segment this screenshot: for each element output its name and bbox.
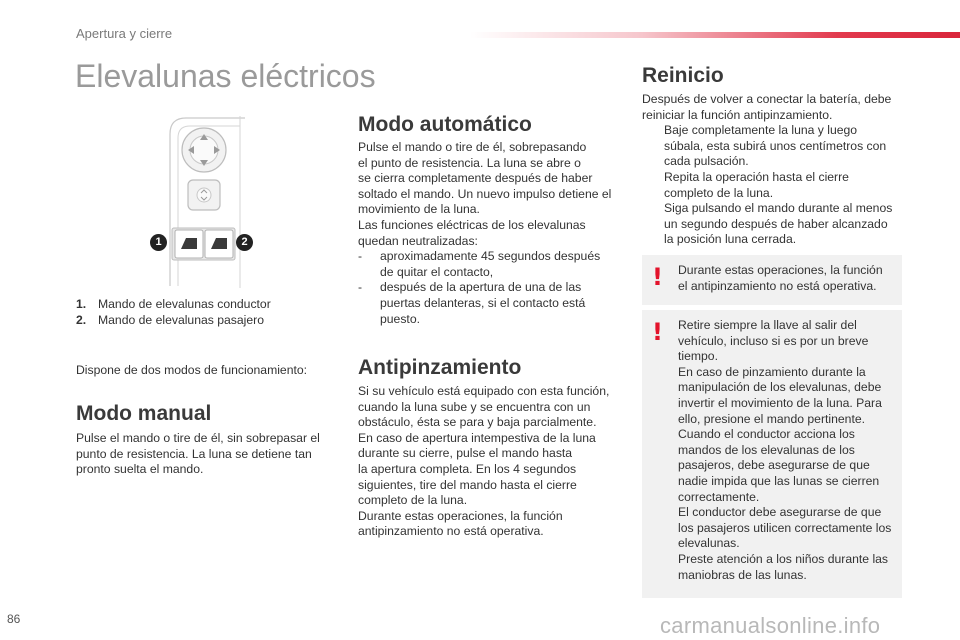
text-line: Repita la operación hasta el cierre [664,169,849,184]
auto-mode-conditions [358,249,623,327]
reset-title: Reinicio [642,64,724,87]
text-line: cada pulsación. [664,154,749,169]
text-line: punto de resistencia. La luna se detiene tan [76,446,312,461]
legend-item [76,312,271,328]
text-line: Pulse el mando o tire de él, sin sobrepasar el [76,431,320,445]
text-line: un segundo después de haber alcanzado [664,216,888,231]
text-line: puertas delanteras, si el contacto está [380,295,586,310]
callout-1: 1 [150,234,167,251]
intro-text: Dispone de dos modos de funcionamiento: [76,363,308,377]
exclamation-icon: ! [652,263,663,291]
text-line: pronto suelta el mando. [76,462,204,477]
text-line: de quitar el contacto, [380,264,494,279]
exclamation-icon: ! [652,318,663,346]
manual-mode-title: Modo manual [76,402,212,425]
text-line: el punto de resistencia. La luna se abre o [358,155,581,170]
page-title: Elevalunas eléctricos [75,58,376,94]
text-line: maniobras de las lunas. [678,567,807,582]
text-line: Retire siempre la llave al salir del [678,318,857,332]
text-line: quedan neutralizadas: [358,233,478,248]
list-item [642,201,912,248]
text-line: puesto. [380,311,420,326]
dash-bullet: - [358,249,363,264]
text-line: elevalunas. [678,536,740,551]
window-switch-illustration [150,116,255,288]
reset-steps [642,123,912,248]
text-line: invertir el movimiento de la luna. Para [678,395,882,410]
list-item [358,249,623,280]
reset-body [642,92,912,248]
header-accent-bar [470,32,960,38]
legend-number: 1. [76,297,87,311]
text-line: el antipinzamiento no está operativa. [678,278,877,293]
anti-pinch-body [358,384,623,540]
legend-text: Mando de elevalunas conductor [98,297,271,311]
text-line: nadie impida que las lunas se cierren [678,473,880,488]
text-line: Durante estas operaciones, la función [678,263,883,277]
watermark-text: carmanualsonline.info [660,613,881,638]
text-line: pasajeros, debe asegurarse de que [678,458,870,473]
text-line: soltado el mando. Un nuevo impulso detiene el [358,186,612,201]
warning-text [678,263,883,294]
list-item [642,123,912,170]
text-line: completo de la luna. [664,185,774,200]
text-line: Las funciones eléctricas de los elevalunas [358,217,586,232]
page-number: 86 [7,612,21,626]
text-line: súbala, esta subirá unos centímetros con [664,138,887,153]
text-line: se cierra completamente después de haber [358,171,593,186]
text-line: antipinzamiento no está operativa. [358,524,544,539]
text-line: Durante estas operaciones, la función [358,508,563,523]
anti-pinch-title: Antipinzamiento [358,356,522,379]
text-line: vehículo, incluso si es por un breve [678,333,869,348]
text-line: movimiento de la luna. [358,202,480,217]
text-line: Cuando el conductor acciona los [678,427,855,442]
text-line: Preste atención a los niños durante las [678,551,889,566]
text-line: Siga pulsando el mando durante al menos [664,201,893,216]
text-line: manipulación de los elevalunas, debe [678,380,882,395]
warning-box [642,310,902,598]
warning-box [642,255,902,305]
text-line: la apertura completa. En los 4 segundos [358,461,577,476]
legend-text: Mando de elevalunas pasajero [98,313,265,327]
text-line: los pasajeros utilicen correctamente los [678,520,892,535]
list-item [358,280,623,327]
window-switch-figure [150,116,255,288]
manual-mode-body [76,431,320,478]
warning-text [678,318,891,583]
figure-legend [76,296,271,328]
text-line: En caso de apertura intempestiva de la luna [358,430,596,445]
text-line: siguientes, tire del mando hasta el cierre [358,477,577,492]
section-header: Apertura y cierre [76,26,173,41]
text-line: En caso de pinzamiento durante la [678,364,866,379]
text-line: cuando la luna sube y se encuentra con un [358,399,591,414]
text-line: reiniciar la función antipinzamiento. [642,107,833,122]
text-line: Si su vehículo está equipado con esta función, [358,384,610,398]
text-line: Pulse el mando o tire de él, sobrepasando [358,140,587,154]
dash-bullet: - [358,280,363,295]
text-line: correctamente. [678,489,760,504]
text-line: después de la apertura de una de las [380,280,582,295]
auto-mode-title: Modo automático [358,113,532,136]
text-line: tiempo. [678,349,718,364]
text-line: Baje completamente la luna y luego [664,123,858,138]
text-line: El conductor debe asegurarse de que [678,505,882,520]
callout-2: 2 [236,234,253,251]
text-line: la posición luna cerrada. [664,232,797,247]
text-line: ello, presione el mando pertinente. [678,411,865,426]
legend-item [76,296,271,312]
text-line: durante su cierre, pulse el mando hasta [358,446,573,461]
legend-number: 2. [76,313,87,327]
text-line: mandos de los elevalunas de los [678,442,855,457]
auto-mode-body [358,140,623,327]
list-item [642,170,912,201]
text-line: obstáculo, ésta se para y baja parcialmente. [358,415,597,430]
text-line: Después de volver a conectar la batería, debe [642,92,892,106]
text-line: completo de la luna. [358,493,468,508]
text-line: aproximadamente 45 segundos después [380,249,601,264]
